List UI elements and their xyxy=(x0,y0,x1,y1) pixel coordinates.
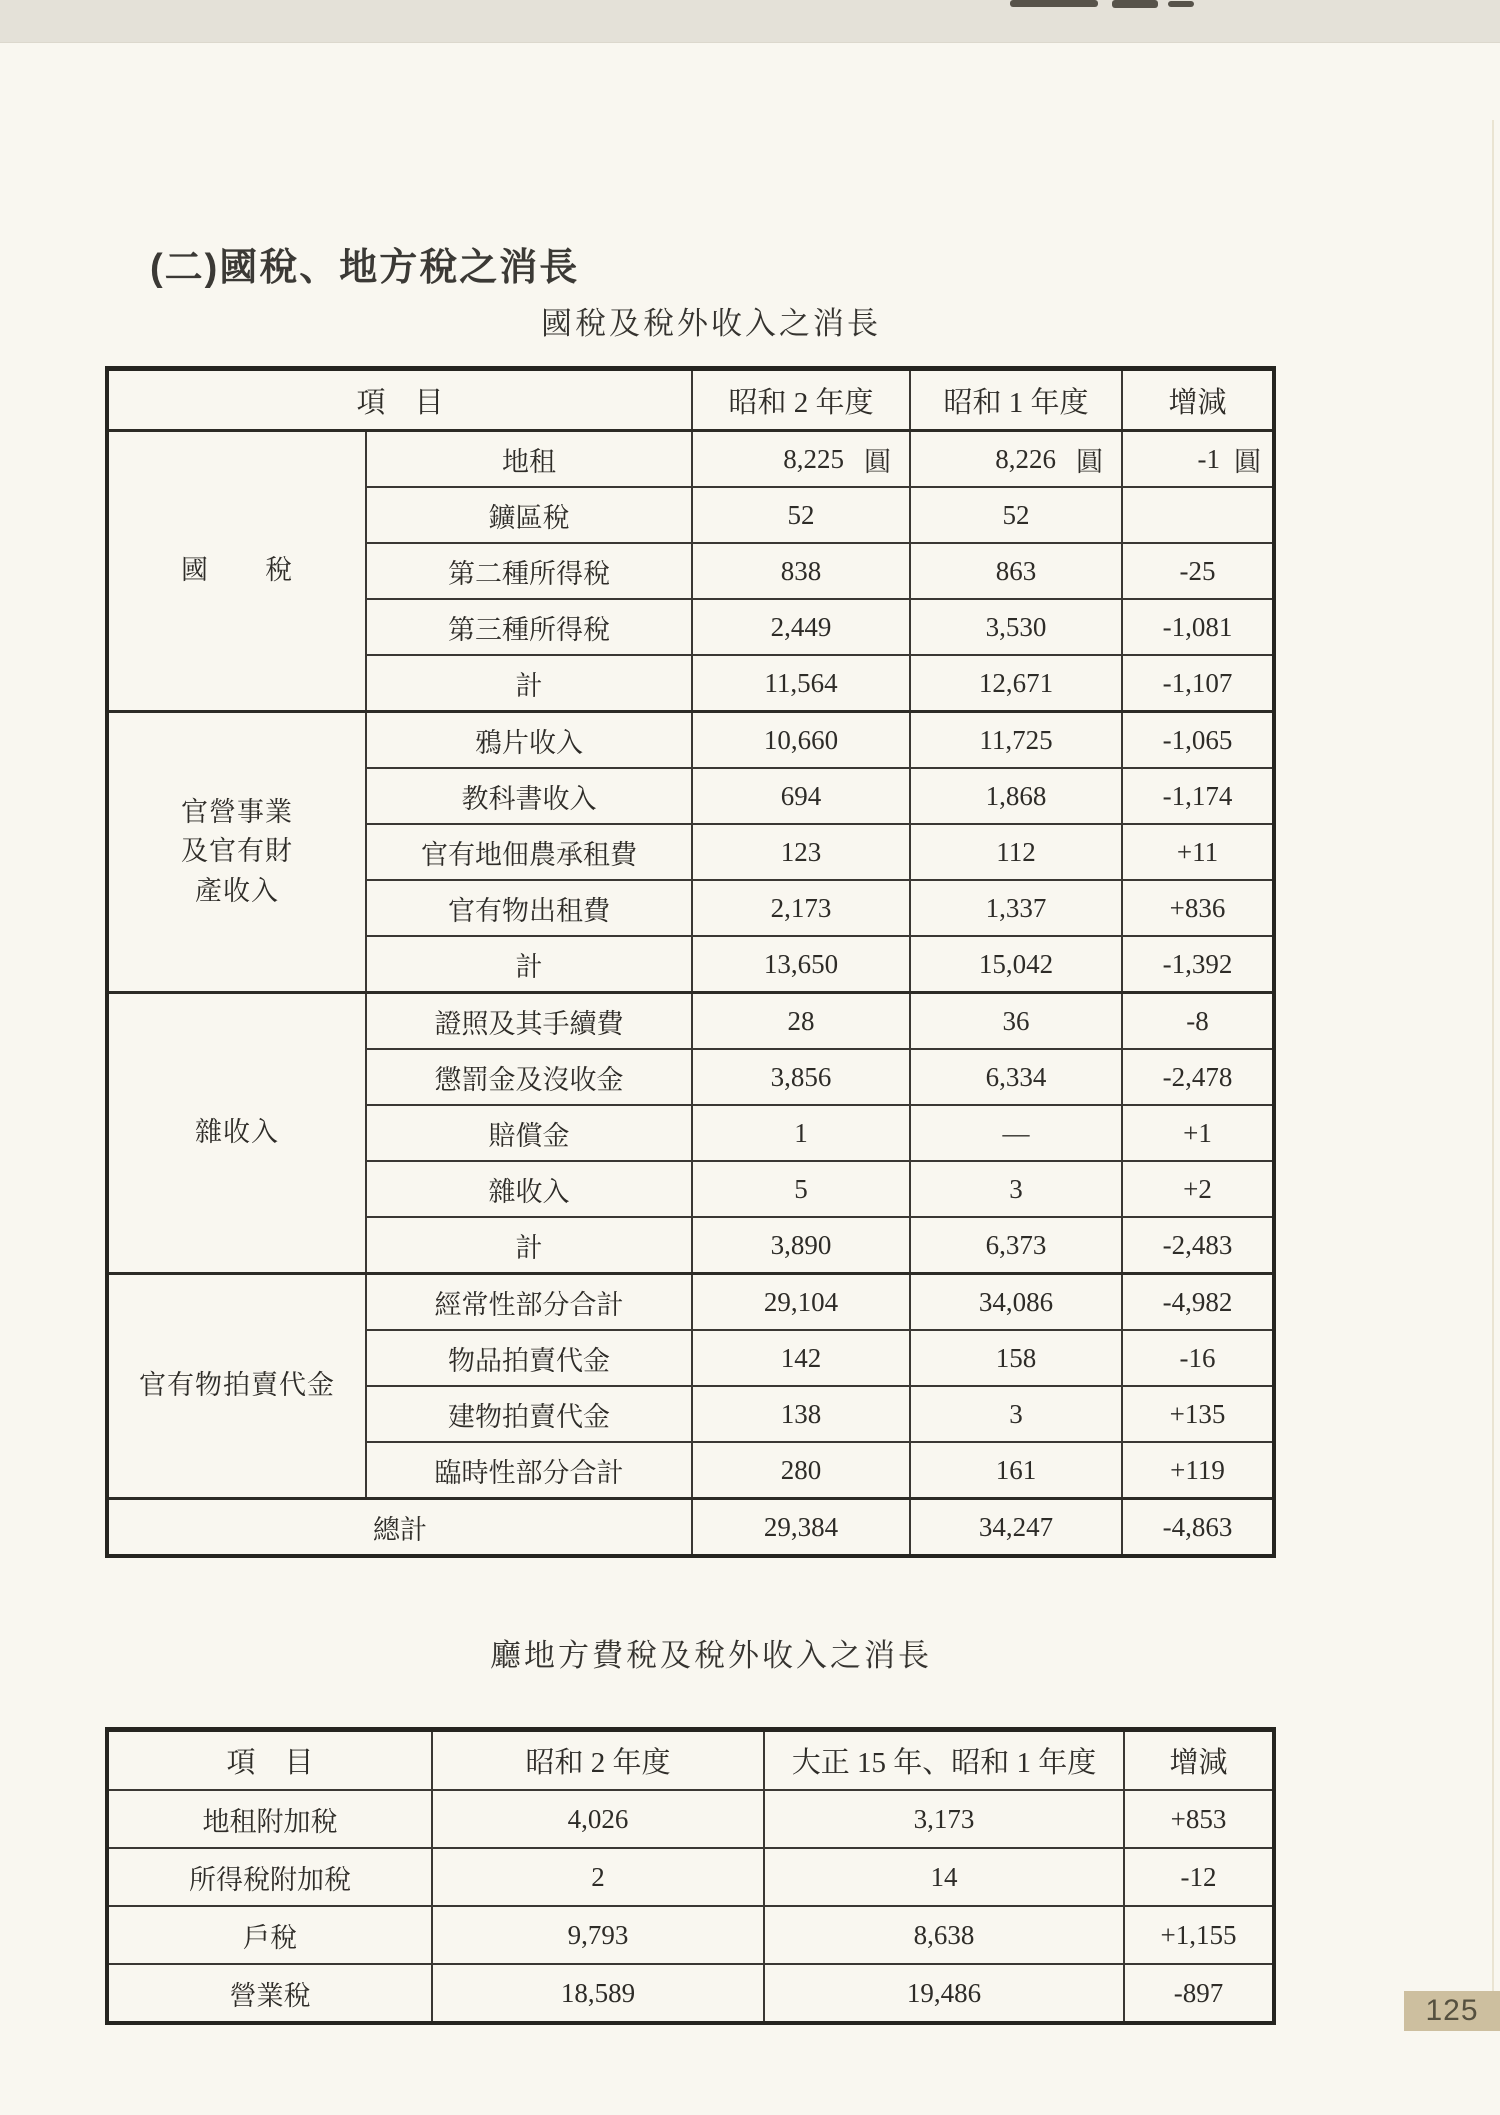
group-label-line: 國 稅 xyxy=(181,555,293,586)
scan-top-edge xyxy=(0,0,1500,43)
scan-right-edge xyxy=(1492,120,1494,2020)
row-item-label: 第三種所得稅 xyxy=(366,599,692,655)
cell-diff xyxy=(1122,431,1274,488)
group-label-line: 及官有財 xyxy=(181,836,293,867)
row-item-label: 雜收入 xyxy=(366,1161,692,1217)
table-row xyxy=(107,993,1274,1050)
cell-showa2: 18,589 xyxy=(432,1964,764,2023)
group-label-government-enterprise xyxy=(107,712,366,993)
table-row xyxy=(107,431,1274,488)
cell-showa1: 52 xyxy=(910,487,1122,543)
row-item-label: 計 xyxy=(366,936,692,993)
cell-taisho15-showa1: 3,173 xyxy=(764,1790,1124,1848)
cell-diff: +135 xyxy=(1122,1386,1274,1442)
group-label-line: 產收入 xyxy=(195,875,279,906)
cell-showa1: 1,337 xyxy=(910,880,1122,936)
column-header-item: 項 目 xyxy=(107,1730,432,1791)
scan-artifact xyxy=(1168,1,1194,7)
cell-value: 8,225 xyxy=(783,443,845,474)
cell-showa1: 36 xyxy=(910,993,1122,1050)
header-row xyxy=(107,369,1274,431)
cell-showa1: 6,373 xyxy=(910,1217,1122,1274)
unit-label: 圓 xyxy=(1076,446,1104,477)
cell-showa2: 2,449 xyxy=(692,599,910,655)
row-item-label: 懲罰金及沒收金 xyxy=(366,1049,692,1105)
cell-diff: -1,174 xyxy=(1122,768,1274,824)
cell-diff: -1,107 xyxy=(1122,655,1274,712)
unit-label: 圓 xyxy=(1234,446,1262,477)
row-item-label: 臨時性部分合計 xyxy=(366,1442,692,1499)
page-number: 125 xyxy=(1404,1991,1500,2031)
row-item-label: 官有地佃農承租費 xyxy=(366,824,692,880)
group-label-national-tax xyxy=(107,431,366,712)
total-label: 總計 xyxy=(107,1499,692,1557)
column-header-showa1: 昭和 1 年度 xyxy=(910,369,1122,431)
cell-showa2: 3,856 xyxy=(692,1049,910,1105)
cell-showa1: 34,086 xyxy=(910,1274,1122,1331)
cell-showa2: 52 xyxy=(692,487,910,543)
cell-showa1: 15,042 xyxy=(910,936,1122,993)
cell-showa1: 863 xyxy=(910,543,1122,599)
cell-showa2: 694 xyxy=(692,768,910,824)
cell-showa1: 158 xyxy=(910,1330,1122,1386)
column-header-diff: 增減 xyxy=(1122,369,1274,431)
cell-showa1: 3 xyxy=(910,1161,1122,1217)
group-label-line: 官有物拍賣代金 xyxy=(139,1370,335,1401)
row-item-label: 地租 xyxy=(366,431,692,488)
row-item-label: 建物拍賣代金 xyxy=(366,1386,692,1442)
column-header-showa2: 昭和 2 年度 xyxy=(432,1730,764,1791)
cell-showa2: 29,384 xyxy=(692,1499,910,1557)
cell-showa1: 161 xyxy=(910,1442,1122,1499)
cell-showa2: 29,104 xyxy=(692,1274,910,1331)
cell-showa1: 6,334 xyxy=(910,1049,1122,1105)
cell-showa2: 13,650 xyxy=(692,936,910,993)
row-item-label: 營業稅 xyxy=(107,1964,432,2023)
row-item-label: 地租附加稅 xyxy=(107,1790,432,1848)
cell-showa1: 12,671 xyxy=(910,655,1122,712)
cell-diff: +11 xyxy=(1122,824,1274,880)
cell-diff: -4,863 xyxy=(1122,1499,1274,1557)
row-item-label: 官有物出租費 xyxy=(366,880,692,936)
local-table-title: 廳地方費稅及稅外收入之消長 xyxy=(490,1638,932,1673)
cell-taisho15-showa1: 8,638 xyxy=(764,1906,1124,1964)
cell-taisho15-showa1: 19,486 xyxy=(764,1964,1124,2023)
cell-diff: -897 xyxy=(1124,1964,1274,2023)
cell-showa2: 10,660 xyxy=(692,712,910,769)
table-row xyxy=(107,1274,1274,1331)
cell-showa1: 3 xyxy=(910,1386,1122,1442)
scan-artifact xyxy=(1010,0,1098,7)
cell-diff: -1,065 xyxy=(1122,712,1274,769)
cell-diff: +836 xyxy=(1122,880,1274,936)
row-item-label: 鴉片收入 xyxy=(366,712,692,769)
cell-showa2: 9,793 xyxy=(432,1906,764,1964)
cell-showa2: 3,890 xyxy=(692,1217,910,1274)
cell-value: 8,226 xyxy=(995,443,1057,474)
cell-diff: -25 xyxy=(1122,543,1274,599)
cell-diff: +1,155 xyxy=(1124,1906,1274,1964)
cell-diff: +2 xyxy=(1122,1161,1274,1217)
local-tax-table xyxy=(105,1727,1276,2025)
row-item-label: 經常性部分合計 xyxy=(366,1274,692,1331)
cell-showa2: 280 xyxy=(692,1442,910,1499)
unit-label: 圓 xyxy=(864,446,892,477)
cell-showa2: 5 xyxy=(692,1161,910,1217)
national-table-title: 國稅及稅外收入之消長 xyxy=(541,306,881,341)
cell-showa2: 2,173 xyxy=(692,880,910,936)
cell-diff: -8 xyxy=(1122,993,1274,1050)
group-label-property-sale xyxy=(107,1274,366,1499)
cell-diff: -16 xyxy=(1122,1330,1274,1386)
national-tax-table xyxy=(105,366,1276,1558)
cell-showa1: — xyxy=(910,1105,1122,1161)
cell-diff: +1 xyxy=(1122,1105,1274,1161)
cell-diff: -2,478 xyxy=(1122,1049,1274,1105)
group-label-line: 雜收入 xyxy=(195,1117,279,1148)
table-row xyxy=(107,712,1274,769)
cell-diff: -12 xyxy=(1124,1848,1274,1906)
row-item-label: 物品拍賣代金 xyxy=(366,1330,692,1386)
cell-showa2: 28 xyxy=(692,993,910,1050)
column-header-diff: 增減 xyxy=(1124,1730,1274,1791)
table-row xyxy=(107,1964,1274,2023)
scan-artifact xyxy=(1112,0,1158,8)
section-heading: (二)國稅、地方稅之消長 xyxy=(150,247,580,289)
cell-diff: -4,982 xyxy=(1122,1274,1274,1331)
header-row xyxy=(107,1730,1274,1791)
column-header-item: 項 目 xyxy=(107,369,692,431)
table-row xyxy=(107,1790,1274,1848)
row-item-label: 證照及其手續費 xyxy=(366,993,692,1050)
cell-showa2: 123 xyxy=(692,824,910,880)
cell-showa1: 1,868 xyxy=(910,768,1122,824)
cell-showa2: 4,026 xyxy=(432,1790,764,1848)
table-row xyxy=(107,1906,1274,1964)
row-item-label: 賠償金 xyxy=(366,1105,692,1161)
cell-showa2: 838 xyxy=(692,543,910,599)
cell-diff xyxy=(1122,487,1274,543)
row-item-label: 計 xyxy=(366,655,692,712)
cell-showa1: 11,725 xyxy=(910,712,1122,769)
cell-showa2: 1 xyxy=(692,1105,910,1161)
table-row xyxy=(107,1848,1274,1906)
column-header-taisho15-showa1: 大正 15 年、昭和 1 年度 xyxy=(764,1730,1124,1791)
cell-showa2: 138 xyxy=(692,1386,910,1442)
cell-diff: +853 xyxy=(1124,1790,1274,1848)
cell-taisho15-showa1: 14 xyxy=(764,1848,1124,1906)
cell-diff: -1,081 xyxy=(1122,599,1274,655)
column-header-showa2: 昭和 2 年度 xyxy=(692,369,910,431)
cell-showa1: 34,247 xyxy=(910,1499,1122,1557)
cell-showa1: 112 xyxy=(910,824,1122,880)
row-item-label: 計 xyxy=(366,1217,692,1274)
row-item-label: 第二種所得稅 xyxy=(366,543,692,599)
group-label-misc-income xyxy=(107,993,366,1274)
row-item-label: 教科書收入 xyxy=(366,768,692,824)
row-item-label: 所得稅附加稅 xyxy=(107,1848,432,1906)
cell-showa2: 142 xyxy=(692,1330,910,1386)
cell-showa2 xyxy=(692,431,910,488)
cell-diff: +119 xyxy=(1122,1442,1274,1499)
cell-showa1: 3,530 xyxy=(910,599,1122,655)
total-row xyxy=(107,1499,1274,1557)
cell-showa2: 2 xyxy=(432,1848,764,1906)
cell-showa1 xyxy=(910,431,1122,488)
cell-diff: -2,483 xyxy=(1122,1217,1274,1274)
row-item-label: 戶稅 xyxy=(107,1906,432,1964)
cell-showa2: 11,564 xyxy=(692,655,910,712)
cell-value: -1 xyxy=(1197,443,1221,474)
row-item-label: 鑛區稅 xyxy=(366,487,692,543)
group-label-line: 官營事業 xyxy=(181,797,293,828)
cell-diff: -1,392 xyxy=(1122,936,1274,993)
